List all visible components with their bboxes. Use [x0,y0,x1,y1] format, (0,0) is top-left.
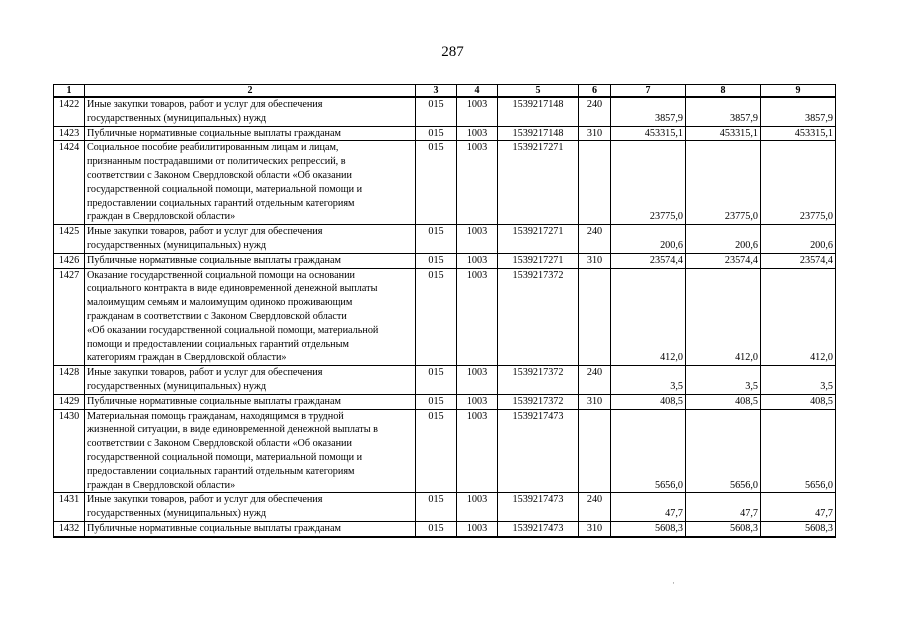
col-header-5: 5 [498,85,579,98]
row-description [85,126,416,141]
col-header-9: 9 [761,85,836,98]
row-number: 1426 [54,253,85,268]
expense-type-code [579,141,611,225]
target-article-code: 1539217473 [498,493,579,522]
expense-type-code: 310 [579,126,611,141]
amount-col-8: 412,0 [686,268,761,366]
ministry-code: 015 [416,409,457,493]
row-description [85,225,416,254]
ministry-code: 015 [416,493,457,522]
row-number: 1432 [54,521,85,536]
amount-col-8: 3,5 [686,366,761,395]
amount-col-9: 23574,4 [761,253,836,268]
row-description [85,409,416,493]
amount-col-7: 47,7 [611,493,686,522]
description-line: Иные закупки товаров, работ и услуг для обеспечения [87,99,323,110]
expense-type-code: 240 [579,366,611,395]
row-description [85,366,416,395]
section-code: 1003 [457,409,498,493]
scan-mark: · [672,578,675,588]
row-number: 1427 [54,268,85,366]
description-line: граждан в Свердловской области» [87,479,236,491]
expense-type-code [579,268,611,366]
amount-col-9: 23775,0 [761,141,836,225]
amount-col-8: 23775,0 [686,141,761,225]
target-article-code: 1539217372 [498,394,579,409]
row-number: 1424 [54,141,85,225]
amount-col-9: 47,7 [761,493,836,522]
description-line: государственной социальной помощи, материальной помощи и [87,451,363,463]
description-line: Иные закупки товаров, работ и услуг для обеспечения [87,226,323,238]
ministry-code: 015 [416,97,457,126]
ministry-code: 015 [416,253,457,268]
section-code: 1003 [457,366,498,395]
row-description [85,394,416,409]
description-line: государственных (муниципальных) нужд [87,112,267,124]
row-number: 1430 [54,409,85,493]
amount-col-8: 23574,4 [686,253,761,268]
target-article-code: 1539217271 [498,141,579,225]
description-line: категориям граждан в Свердловской области» [87,352,287,364]
section-code: 1003 [457,521,498,536]
description-line: Материальная помощь гражданам, находящимся в трудной [87,410,344,422]
section-code: 1003 [457,268,498,366]
description-line: жизненной ситуации, в виде единовременной денежной выплаты в [87,424,378,436]
amount-col-7: 200,6 [611,225,686,254]
amount-col-8: 200,6 [686,225,761,254]
amount-col-9: 3857,9 [761,97,836,126]
col-header-2: 2 [85,85,416,98]
description-line: социального контракта в виде единовременной денежной выплаты [87,283,378,295]
row-description [85,141,416,225]
amount-col-8: 5656,0 [686,409,761,493]
row-number: 1425 [54,225,85,254]
expense-type-code: 310 [579,521,611,536]
col-header-1: 1 [54,85,85,98]
amount-col-9: 453315,1 [761,126,836,141]
row-number: 1428 [54,366,85,395]
target-article-code: 1539217372 [498,366,579,395]
ministry-code: 015 [416,225,457,254]
col-header-3: 3 [416,85,457,98]
description-line: государственных (муниципальных) нужд [87,508,267,520]
description-line: граждан в Свердловской области» [87,211,236,223]
amount-col-9: 408,5 [761,394,836,409]
description-line: государственной социальной помощи, материальной помощи и [87,183,363,195]
section-code: 1003 [457,225,498,254]
amount-col-9: 200,6 [761,225,836,254]
col-header-8: 8 [686,85,761,98]
row-number: 1431 [54,493,85,522]
row-description [85,268,416,366]
ministry-code: 015 [416,141,457,225]
ministry-code: 015 [416,126,457,141]
amount-col-7: 23574,4 [611,253,686,268]
table-row [54,521,836,536]
target-article-code: 1539217473 [498,521,579,536]
page-number: 287 [441,44,464,60]
table-body [54,97,836,537]
description-line: соответствии с Законом Свердловской области «Об оказании [87,438,352,450]
description-line: Публичные нормативные социальные выплаты гражданам [87,254,341,266]
description-line: государственных (муниципальных) нужд [87,380,267,392]
amount-col-9: 3,5 [761,366,836,395]
amount-col-9: 412,0 [761,268,836,366]
budget-table [53,84,836,538]
amount-col-7: 453315,1 [611,126,686,141]
section-code: 1003 [457,141,498,225]
description-line: Иные закупки товаров, работ и услуг для обеспечения [87,494,323,506]
row-description [85,97,416,126]
amount-col-8: 3857,9 [686,97,761,126]
table-row [54,253,836,268]
section-code: 1003 [457,97,498,126]
col-header-7: 7 [611,85,686,98]
ministry-code: 015 [416,366,457,395]
expense-type-code [579,409,611,493]
table-row [54,141,836,225]
section-code: 1003 [457,493,498,522]
amount-col-7: 23775,0 [611,141,686,225]
ministry-code: 015 [416,268,457,366]
target-article-code: 1539217473 [498,409,579,493]
table-row [54,394,836,409]
description-line: Оказание государственной социальной помощи на основании [87,269,355,281]
description-line: соответствии с Законом Свердловской области «Об оказании [87,169,352,181]
description-line: Публичные нормативные социальные выплаты гражданам [87,127,341,139]
description-line: предоставлении социальных гарантий отдельным категориям [87,197,355,209]
description-line: гражданам в соответствии с Законом Свердловской области [87,310,347,322]
description-line: «Об оказании государственной социальной помощи, материальной [87,324,379,336]
table-header-row [54,85,836,98]
table-row [54,409,836,493]
amount-col-9: 5656,0 [761,409,836,493]
row-number: 1422 [54,97,85,126]
row-description [85,253,416,268]
ministry-code: 015 [416,521,457,536]
amount-col-7: 3,5 [611,366,686,395]
amount-col-7: 5656,0 [611,409,686,493]
amount-col-7: 5608,3 [611,521,686,536]
expense-type-code: 240 [579,97,611,126]
row-number: 1423 [54,126,85,141]
section-code: 1003 [457,126,498,141]
row-number: 1429 [54,394,85,409]
amount-col-8: 408,5 [686,394,761,409]
amount-col-7: 412,0 [611,268,686,366]
amount-col-8: 453315,1 [686,126,761,141]
section-code: 1003 [457,253,498,268]
description-line: государственных (муниципальных) нужд [87,239,267,251]
description-line: Публичные нормативные социальные выплаты гражданам [87,395,341,407]
row-description [85,521,416,536]
target-article-code: 1539217271 [498,253,579,268]
description-line: Социальное пособие реабилитированным лицам и лицам, [87,142,339,154]
row-description [85,493,416,522]
table-row [54,366,836,395]
description-line: помощи и предоставлении социальных гарантий отдельным [87,338,349,350]
amount-col-8: 47,7 [686,493,761,522]
target-article-code: 1539217372 [498,268,579,366]
description-line: малоимущим семьям и малоимущим одиноко проживающим [87,297,353,309]
expense-type-code: 240 [579,493,611,522]
table-row [54,126,836,141]
col-header-6: 6 [579,85,611,98]
amount-col-7: 408,5 [611,394,686,409]
description-line: Публичные нормативные социальные выплаты гражданам [87,522,341,534]
section-code: 1003 [457,394,498,409]
description-line: предоставлении социальных гарантий отдельным категориям [87,465,355,477]
description-line: Иные закупки товаров, работ и услуг для обеспечения [87,367,323,379]
expense-type-code: 310 [579,253,611,268]
expense-type-code: 310 [579,394,611,409]
ministry-code: 015 [416,394,457,409]
target-article-code: 1539217148 [498,97,579,126]
table-row [54,493,836,522]
expense-type-code: 240 [579,225,611,254]
amount-col-9: 5608,3 [761,521,836,536]
description-line: признанным пострадавшими от политических репрессий, в [87,156,346,168]
table-row [54,268,836,366]
table-row [54,225,836,254]
amount-col-8: 5608,3 [686,521,761,536]
target-article-code: 1539217148 [498,126,579,141]
amount-col-7: 3857,9 [611,97,686,126]
col-header-4: 4 [457,85,498,98]
table-row [54,97,836,126]
target-article-code: 1539217271 [498,225,579,254]
